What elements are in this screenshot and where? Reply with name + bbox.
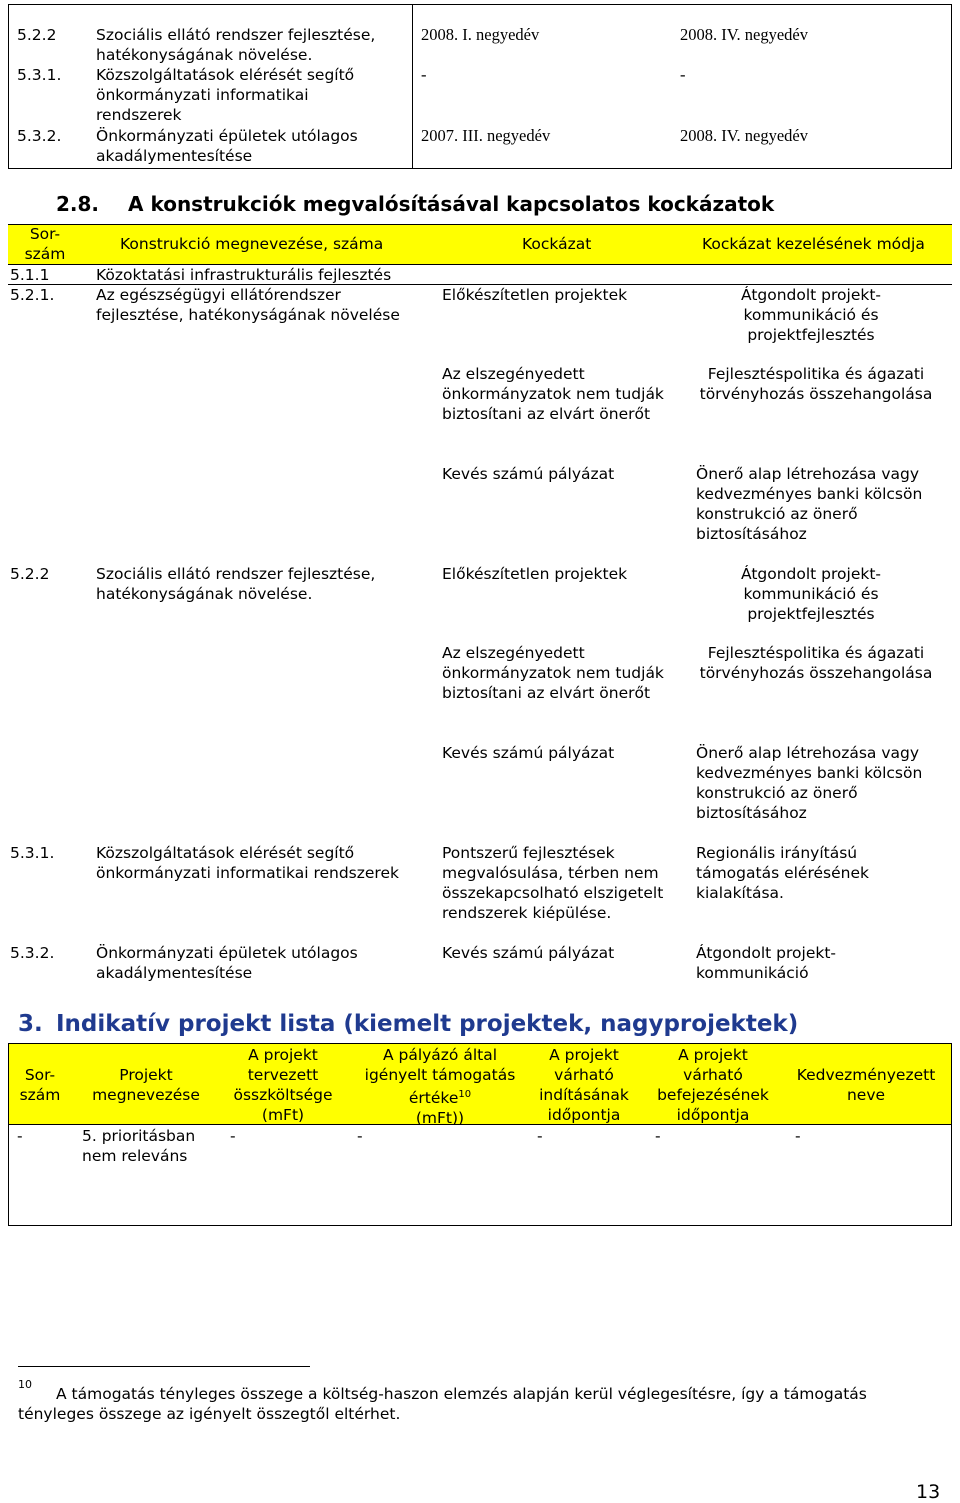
section-title: A konstrukciók megvalósításával kapcsolatos kockázatok	[128, 192, 775, 216]
footnote-ref: 10	[458, 1089, 472, 1100]
mitigation-item: Önerő alap létrehozása vagy kedvezményes banki kölcsön konstrukció az önerő biztosításához	[696, 465, 923, 543]
row-end: 2008. IV. negyedév	[680, 126, 809, 145]
section-title: Indikatív projekt lista (kiemelt projektek, nagyprojektek)	[56, 1011, 799, 1037]
row-end: 2008. IV. negyedév	[680, 25, 809, 44]
risk-item: Előkészítetlen projektek	[442, 565, 628, 583]
section-number: 3.	[18, 1011, 43, 1037]
row-title: Önkormányzati épületek utólagos akadálymentesítése	[96, 944, 358, 982]
row-code: 5.3.1.	[17, 66, 62, 84]
row-start: -	[421, 65, 427, 84]
row-title: Szociális ellátó rendszer fejlesztése, hatékonyságának növelése.	[96, 565, 376, 603]
risk-item: Kevés számú pályázat	[442, 465, 615, 483]
footnote-separator	[18, 1366, 310, 1367]
header-tamogatas-unit: (mFt))	[415, 1109, 465, 1128]
risk-item: Kevés számú pályázat	[442, 744, 615, 762]
risk-item: Az elszegényedett önkormányzatok nem tudják biztosítani az elvárt önerőt	[442, 644, 664, 702]
mitigation-item: Önerő alap létrehozása vagy kedvezményes banki kölcsön konstrukció az önerő biztosításához	[696, 744, 923, 822]
header-konstrukcio: Konstrukció megnevezése, száma	[120, 235, 384, 253]
row-code: 5.3.2.	[17, 127, 62, 145]
cell-projekt-nev: 5. prioritásban nem releváns	[82, 1127, 196, 1165]
risk-item: Az elszegényedett önkormányzatok nem tudják biztosítani az elvárt önerőt	[442, 365, 664, 423]
row-code: 5.3.1.	[10, 844, 55, 862]
mitigation-item: Átgondolt projekt-kommunikáció és projektfejlesztés	[740, 565, 882, 623]
row-start: 2007. III. negyedév	[421, 126, 551, 145]
row-title: Az egészségügyi ellátórendszer fejlesztése, hatékonyságának növelése	[96, 286, 400, 324]
risk-item: Előkészítetlen projektek	[442, 286, 628, 304]
row-end: -	[680, 65, 686, 84]
row-start: 2008. I. negyedév	[421, 25, 540, 44]
row-title: Közoktatási infrastrukturális fejlesztés	[96, 266, 392, 284]
header-osszkoltseg: A projekt tervezett összköltsége (mFt)	[233, 1046, 333, 1124]
mitigation-item: Regionális irányítású támogatás elérésének kialakítása.	[696, 844, 869, 902]
row-code: 5.2.1.	[10, 286, 55, 304]
header-tamogatas	[352, 1045, 528, 1128]
page-number: 13	[916, 1481, 941, 1503]
cell-kedvezmenyezett: -	[795, 1127, 801, 1145]
header-tamogatas-label: A pályázó által igényelt támogatás értéke	[364, 1046, 516, 1108]
header-sorszam: Sor-szám	[24, 225, 66, 263]
header-inditas: A projekt várható indításának időpontja	[539, 1046, 629, 1124]
header-projekt-nev: Projekt megnevezése	[92, 1066, 200, 1104]
mitigation-item: Átgondolt projekt-kommunikáció	[696, 944, 837, 982]
header-kezeles: Kockázat kezelésének módja	[702, 235, 925, 253]
mitigation-item: Fejlesztéspolitika és ágazati törvényhozás összehangolása	[699, 644, 933, 682]
risk-item: Pontszerű fejlesztések megvalósulása, térben nem összekapcsolható elszigetelt rendszerek kiépülése.	[442, 844, 664, 922]
mitigation-item: Átgondolt projekt-kommunikáció és projektfejlesztés	[740, 286, 882, 344]
section-number: 2.8.	[56, 192, 100, 216]
cell-tamogatas: -	[357, 1127, 363, 1145]
row-code: 5.1.1	[10, 266, 50, 284]
row-title: Önkormányzati épületek utólagos akadálymentesítése	[96, 127, 358, 165]
risk-item: Kevés számú pályázat	[442, 944, 615, 962]
header-sorszam: Sor-szám	[19, 1066, 61, 1104]
row-code: 5.3.2.	[10, 944, 55, 962]
row-title: Közszolgáltatások elérését segítő önkormányzati informatikai rendszerek	[96, 66, 355, 124]
row-code: 5.2.2	[17, 26, 57, 44]
mitigation-item: Fejlesztéspolitika és ágazati törvényhozás összehangolása	[699, 365, 933, 403]
cell-inditas: -	[537, 1127, 543, 1145]
cell-sorszam: -	[17, 1127, 23, 1145]
header-kockazat: Kockázat	[522, 235, 592, 253]
footnote-text: A támogatás tényleges összege a költség-haszon elemzés alapján kerül véglegesítésre, így a támogatás tényleges összege az igényelt összegtől eltérhet.	[18, 1385, 867, 1423]
cell-osszkoltseg: -	[230, 1127, 236, 1145]
footnote-mark: 10	[18, 1378, 32, 1391]
cell-befejezes: -	[655, 1127, 661, 1145]
row-title: Közszolgáltatások elérését segítő önkormányzati informatikai rendszerek	[96, 844, 399, 882]
header-befejezes: A projekt várható befejezésének időpontja	[657, 1046, 769, 1124]
row-title: Szociális ellátó rendszer fejlesztése, hatékonyságának növelése.	[96, 26, 376, 64]
header-kedvezmenyezett: Kedvezményezett neve	[796, 1066, 936, 1104]
row-code: 5.2.2	[10, 565, 50, 583]
